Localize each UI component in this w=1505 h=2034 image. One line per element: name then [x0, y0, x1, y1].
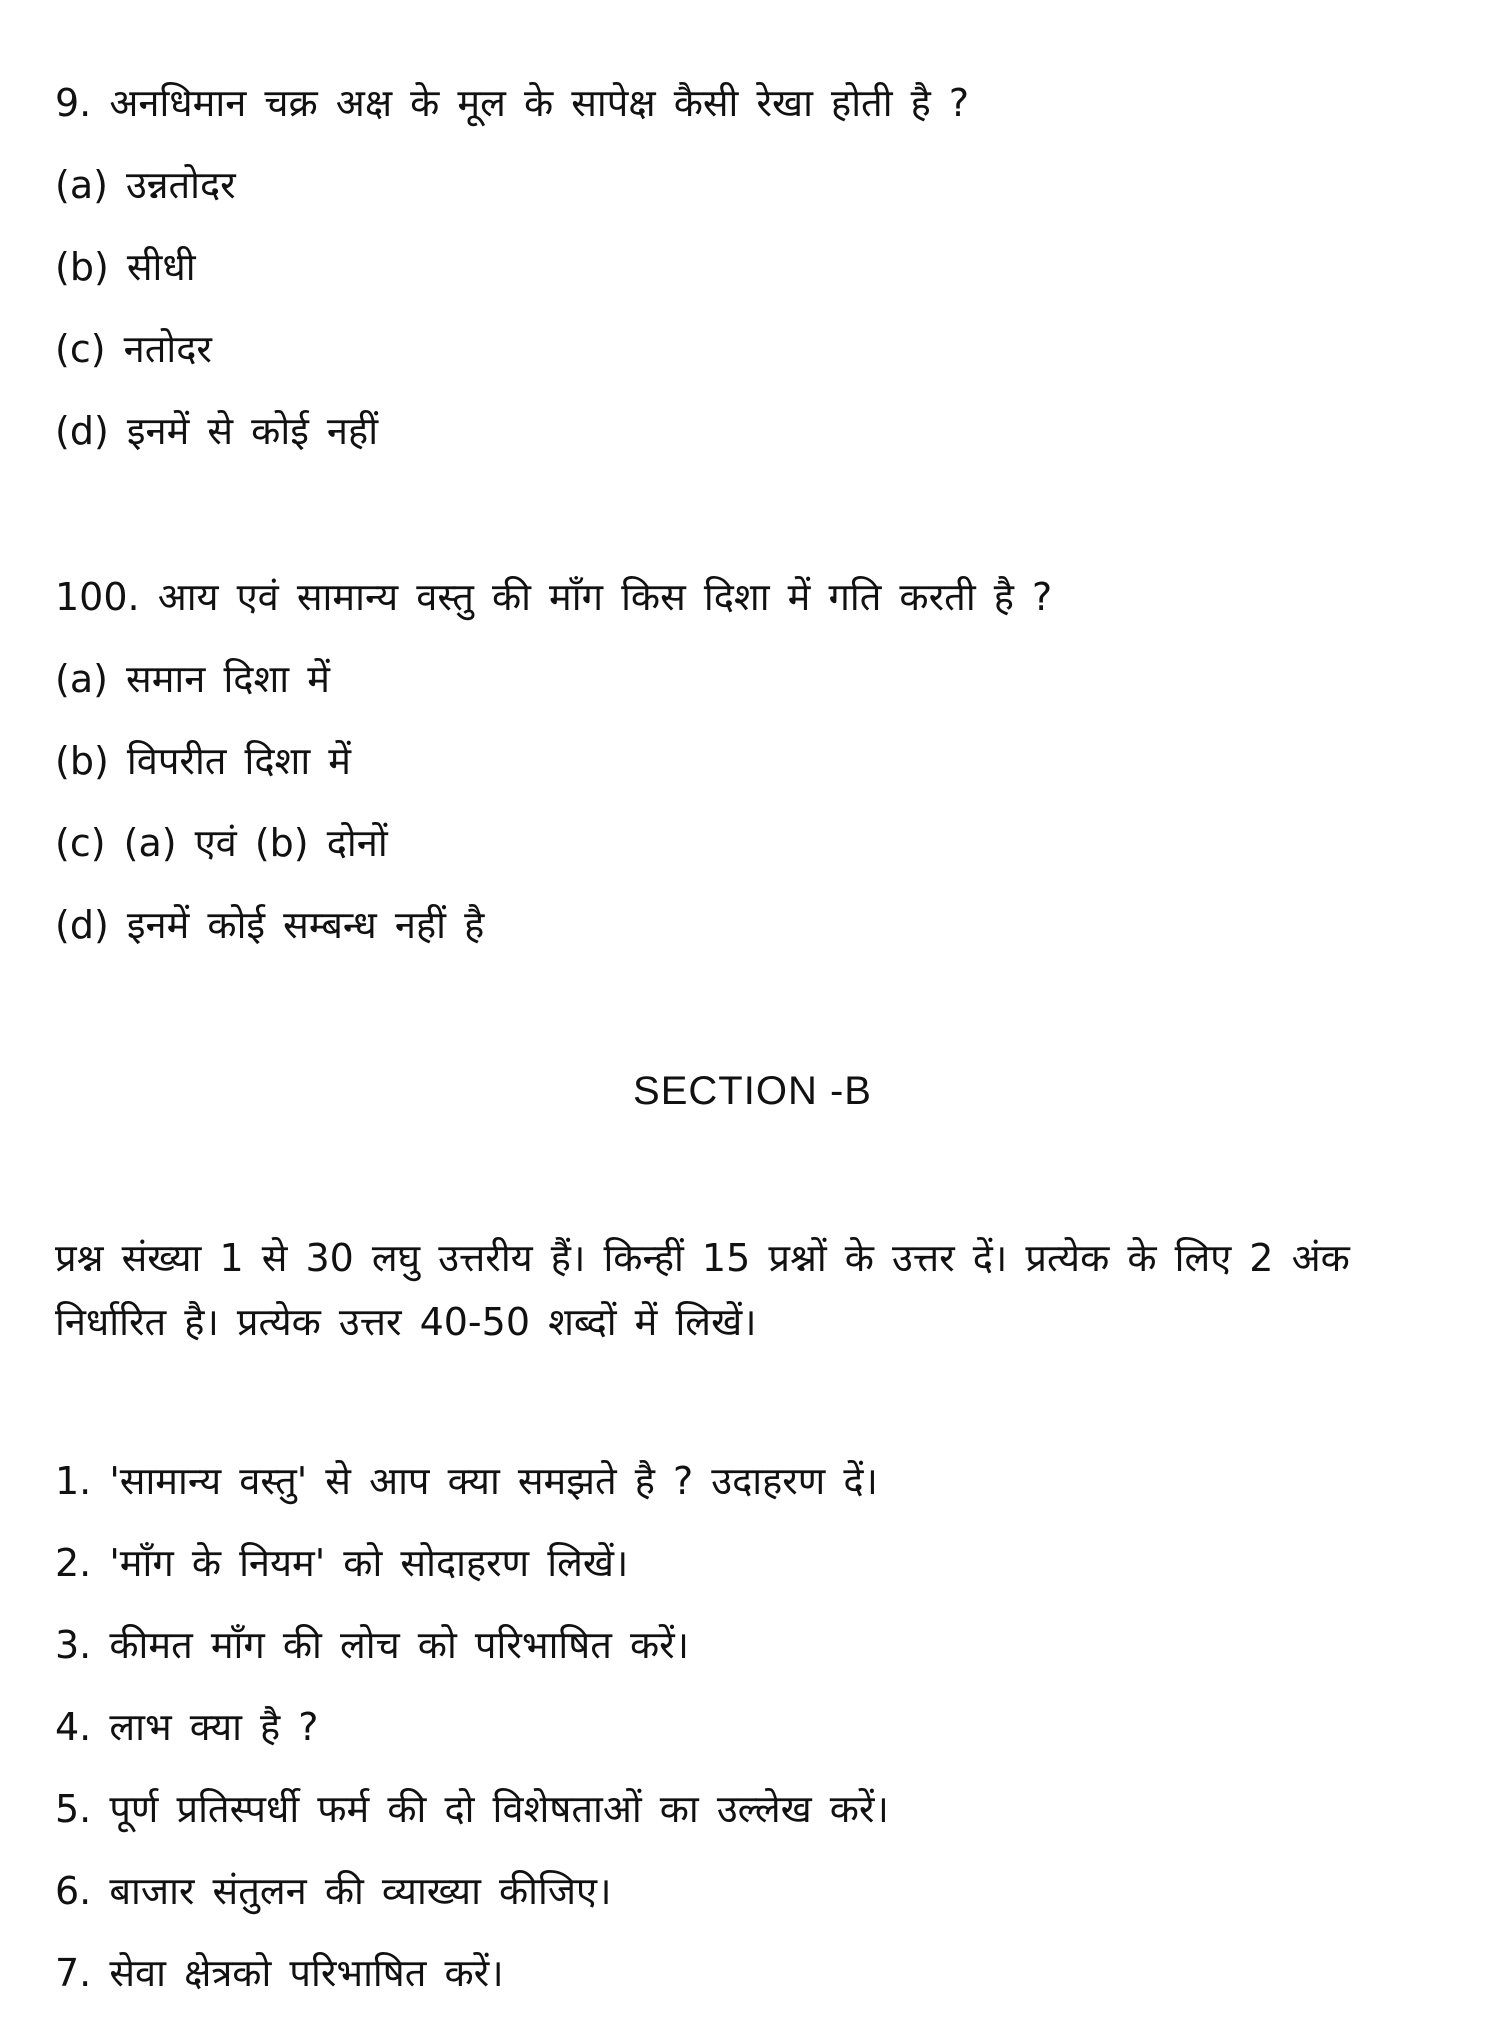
section-b-question-4: 4. लाभ क्या है ? — [55, 1705, 319, 1749]
section-b-heading: SECTION -B — [633, 1069, 872, 1113]
section-b-question-1: 1. 'सामान्य वस्तु' से आप क्या समझते है ? उदाहरण दें। — [55, 1459, 878, 1503]
section-b-question-5: 5. पूर्ण प्रतिस्पर्धी फर्म की दो विशेषताओं का उल्लेख करें। — [55, 1787, 889, 1831]
question-100-option-c: (c) (a) एवं (b) दोनों — [55, 821, 388, 865]
question-100: 100. आय एवं सामान्य वस्तु की माँग किस दिशा में गति करती है ? — [55, 575, 1053, 619]
question-9-option-d: (d) इनमें से कोई नहीं — [55, 409, 379, 453]
question-100-option-a: (a) समान दिशा में — [55, 657, 330, 701]
section-b-question-2: 2. 'माँग के नियम' को सोदाहरण लिखें। — [55, 1541, 629, 1585]
question-9-option-c: (c) नतोदर — [55, 327, 212, 371]
question-9-option-b: (b) सीधी — [55, 245, 196, 289]
section-b-question-3: 3. कीमत माँग की लोच को परिभाषित करें। — [55, 1623, 690, 1667]
question-9-option-a: (a) उन्नतोदर — [55, 163, 236, 207]
question-100-option-d: (d) इनमें कोई सम्बन्ध नहीं है — [55, 903, 485, 947]
question-9: 9. अनधिमान चक्र अक्ष के मूल के सापेक्ष कैसी रेखा होती है ? — [55, 81, 970, 125]
question-100-option-b: (b) विपरीत दिशा में — [55, 739, 352, 783]
section-b-question-7: 7. सेवा क्षेत्रको परिभाषित करें। — [55, 1951, 504, 1995]
section-b-question-6: 6. बाजार संतुलन की व्याख्या कीजिए। — [55, 1869, 612, 1913]
section-b-instructions: प्रश्न संख्या 1 से 30 लघु उत्तरीय हैं। किन्हीं 15 प्रश्नों के उत्तर दें। प्रत्येक के लिए 2 अंक निर्धारित है। प्रत्येक उत्तर 40-50 शब्दों में लिखें। — [55, 1236, 1350, 1344]
